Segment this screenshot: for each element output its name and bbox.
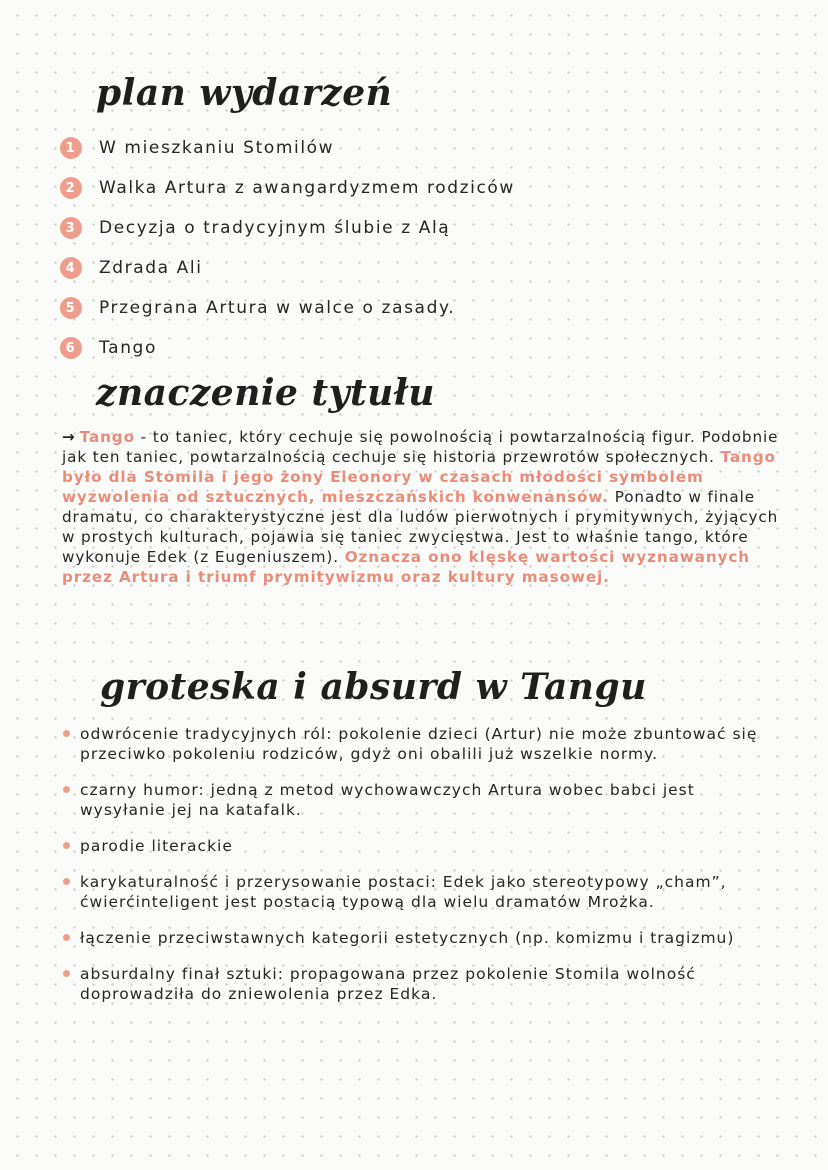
plan-item-text: Decyzja o tradycyjnym ślubie z Alą <box>99 218 451 238</box>
paragraph-text-2: Ponadto w finale dramatu, co charakterystyczne jest dla ludów pierwotnych i prymitywnych, żyjących w prostych kulturach, pojawia się taniec zwycięstwa. Jest to właśnie tango, które wykonuje Edek (z Eugeniuszem). <box>62 488 779 566</box>
plan-item-text: Przegrana Artura w walce o zasady. <box>99 298 456 318</box>
bullet-item <box>60 780 765 820</box>
plan-item <box>60 328 780 368</box>
plan-item-text: Zdrada Ali <box>99 258 203 278</box>
plan-list <box>60 128 780 368</box>
plan-item-text: W mieszkaniu Stomilów <box>99 138 335 158</box>
plan-item <box>60 248 780 288</box>
bullet-dot-icon <box>63 878 70 885</box>
plan-item <box>60 208 780 248</box>
title-meaning-paragraph <box>62 427 782 587</box>
grotesque-heading: groteska i absurd w Tangu <box>100 666 647 708</box>
bullet-text: odwrócenie tradycyjnych ról: pokolenie dzieci (Artur) nie może zbuntować się przeciwko pokoleniu rodziców, gdyż oni obalili już wszelkie normy. <box>80 725 758 763</box>
bullet-item <box>60 836 765 856</box>
tango-term: Tango <box>79 428 135 446</box>
bullet-dot-icon <box>63 786 70 793</box>
bullet-dot-icon <box>63 970 70 977</box>
number-badge-3: 3 <box>60 217 82 239</box>
bullet-dot-icon <box>63 842 70 849</box>
number-badge-4: 4 <box>60 257 82 279</box>
plan-item-text: Tango <box>99 338 157 358</box>
plan-heading: plan wydarzeń <box>96 72 393 114</box>
bullet-text: czarny humor: jedną z metod wychowawczych Artura wobec babci jest wysyłanie jej na katafalk. <box>80 781 695 819</box>
bullet-item <box>60 872 765 912</box>
grotesque-bullet-list <box>60 724 765 1020</box>
bullet-text: parodie literackie <box>80 837 233 855</box>
bullet-item <box>60 724 765 764</box>
bullet-text: karykaturalność i przerysowanie postaci: Edek jako stereotypowy „cham”, ćwierćinteligent jest postacią typową dla wielu dramatów Mrożka. <box>80 873 727 911</box>
number-badge-6: 6 <box>60 337 82 359</box>
bullet-dot-icon <box>63 730 70 737</box>
highlight-text-2: Oznacza ono klęskę wartości wyznawanych przez Artura i triumf prymitywizmu oraz kultury masowej. <box>62 548 750 586</box>
bullet-item <box>60 928 765 948</box>
plan-item-text: Walka Artura z awangardyzmem rodziców <box>99 178 515 198</box>
highlight-text-1: Tango było dla Stomila i jego żony Eleonory w czasach młodości symbolem wyzwolenia od sztucznych, mieszczańskich konwenansów. <box>62 448 776 506</box>
title-meaning-heading: znaczenie tytułu <box>96 372 435 414</box>
arrow-right-icon: → <box>62 428 76 446</box>
paragraph-text-1: - to taniec, który cechuje się powolnością i powtarzalnością figur. Podobnie jak ten taniec, powtarzalnością cechuje się historia przewrotów społecznych. <box>62 428 779 466</box>
number-badge-1: 1 <box>60 137 82 159</box>
bullet-text: absurdalny finał sztuki: propagowana przez pokolenie Stomila wolność doprowadziła do zniewolenia przez Edka. <box>80 965 696 1003</box>
bullet-dot-icon <box>63 934 70 941</box>
bullet-item <box>60 964 765 1004</box>
number-badge-5: 5 <box>60 297 82 319</box>
bullet-text: łączenie przeciwstawnych kategorii estetycznych (np. komizmu i tragizmu) <box>80 929 735 947</box>
plan-item <box>60 168 780 208</box>
plan-item <box>60 128 780 168</box>
plan-item <box>60 288 780 328</box>
number-badge-2: 2 <box>60 177 82 199</box>
